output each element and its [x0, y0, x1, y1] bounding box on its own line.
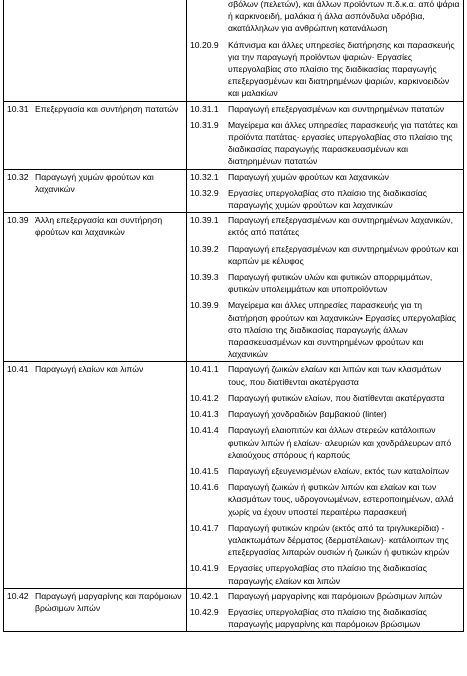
classification-row — [4, 0, 464, 101]
class-code: 10.31 — [7, 103, 29, 114]
subclass-code: 10.31.9 — [190, 119, 219, 130]
subclass-entry — [190, 424, 460, 461]
subclass-label: Παραγωγή επεξεργασμένων και συντηρημένων φρούτων και καρπών με κέλυφος — [228, 243, 459, 266]
subclass-label: Παραγωγή φυτικών ελαίων, που διατίθενται ακατέργαστα — [228, 392, 445, 403]
class-entry — [7, 590, 183, 614]
classification-row — [4, 362, 464, 588]
subclass-code: 10.31.1 — [190, 103, 219, 114]
subclass-code: 10.41.6 — [190, 482, 219, 493]
class-label: Επεξεργασία και συντήρηση πατατών — [35, 103, 179, 114]
subclass-label: Μαγείρεμα και άλλες υπηρεσίες παρασκευής για τη διατήρηση φρούτων και λαχανικών• Εργασίες υπεργολαβίας στο πλαίσιο της διαδικασίας παραγωγής άλλων παρασκευασμένων και συντηρημένων φρούτων και λαχανικών — [228, 300, 457, 360]
subclass-label: Παραγωγή ζωικών ελαίων και λιπών και των κλασμάτων τους, που διατίθενται ακατέργαστα — [228, 364, 442, 387]
class-entry — [7, 214, 183, 238]
subclass-entry — [190, 408, 460, 420]
class-label: Παραγωγή μαργαρίνης και παρόμοιων βρώσιμων λιπών — [35, 590, 182, 613]
class-entry — [7, 363, 183, 375]
subclass-entry — [190, 522, 460, 559]
class-cell — [4, 0, 187, 101]
subclass-cell — [187, 213, 464, 362]
subclass-entry — [190, 187, 460, 211]
subclass-label: Εργασίες υπεργολαβίας στο πλαίσιο της διαδικασίας παραγωγής χυμών φρούτων και λαχανικών — [228, 187, 427, 211]
subclass-entry — [190, 0, 460, 35]
subclass-entry — [190, 103, 460, 115]
class-cell — [4, 588, 187, 632]
subclass-entry — [190, 119, 460, 168]
subclass-cell — [187, 101, 464, 169]
classification-table-body — [4, 0, 464, 632]
class-cell — [4, 169, 187, 213]
subclass-entry — [190, 465, 460, 477]
class-cell — [4, 362, 187, 588]
classification-row — [4, 213, 464, 362]
class-label: Παραγωγή ελαίων και λιπών — [35, 364, 144, 375]
subclass-entry — [190, 299, 460, 360]
subclass-cell — [187, 169, 464, 213]
subclass-label: Μαγείρεμα και άλλες υπηρεσίες παρασκευής για πατάτες και προϊόντα πατάτας· εργασίες υπεργολαβίας στο πλαίσιο της διαδικασίας παραγωγής παρασκευασμένων και διατηρημένων πατατών — [228, 119, 458, 167]
subclass-entry — [190, 606, 460, 630]
class-label: Παραγωγή χυμών φρούτων και λαχανικών — [35, 171, 154, 194]
subclass-label: Παραγωγή χυμών φρούτων και λαχανικών — [228, 171, 389, 182]
subclass-cell — [187, 588, 464, 632]
subclass-code: 10.32.9 — [190, 187, 219, 198]
subclass-entry — [190, 39, 460, 100]
subclass-entry — [190, 363, 460, 387]
subclass-label: Παραγωγή φυτικών υλών και φυτικών απορριμμάτων, φυτικών υπολειμμάτων και υποπροϊόντων — [228, 272, 433, 295]
subclass-cell — [187, 362, 464, 588]
subclass-label: Παραγωγή μαργαρίνης και παρόμοιων βρώσιμων λιπών — [228, 590, 443, 601]
subclass-label: Εργασίες υπεργολαβίας στο πλαίσιο της διαδικασίας παραγωγής ελαίων και λιπών — [228, 563, 427, 586]
subclass-label: Παραγωγή ελαιοπιτών και άλλων στερεών κατάλοιπων φυτικών λιπών ή ελαίων· αλευριών και χονδράλευρων από ελαιούχους σπόρους ή καρπούς — [228, 425, 452, 460]
subclass-label: Παραγωγή επεξεργασμένων και συντηρημένων πατατών — [228, 103, 445, 114]
subclass-code: 10.39.9 — [190, 300, 219, 311]
subclass-entry — [190, 243, 460, 267]
class-label: Άλλη επεξεργασία και συντήρηση φρούτων και λαχανικών — [35, 215, 163, 238]
classification-row — [4, 588, 464, 632]
subclass-label: Κάπνισμα και άλλες υπηρεσίες διατήρησης και παρασκευής για την παραγωγή προϊόντων ψαριών· Εργασίες υπεργολαβίας στο πλαίσιο της διαδικασίας παραγωγής επεξεργασμένων και διατηρημένων ψαριών, καρκινοειδών και μαλακίων — [228, 39, 455, 99]
subclass-label: Εργασίες υπεργολαβίας στο πλαίσιο της διαδικασίας παραγωγής μαργαρίνης και παρόμοιων βρώσιμων — [228, 606, 427, 630]
class-cell — [4, 213, 187, 362]
subclass-label: σβόλων (πελετών), και άλλων προϊόντων π.δ.κ.α. από ψάρια ή καρκινοειδή, μαλάκια ή άλλα ασπόνδυλα υδρόβια, ακατάλληλων για ανθρώπινη κατανάλωση — [228, 0, 460, 34]
class-entry — [7, 103, 183, 115]
class-code: 10.39 — [7, 215, 29, 226]
subclass-code: 10.42.9 — [190, 606, 219, 617]
subclass-code: 10.32.1 — [190, 171, 219, 182]
subclass-entry — [190, 392, 460, 404]
subclass-label: Παραγωγή χονδραδιών βαμβακιού (linter) — [228, 409, 387, 420]
subclass-entry — [190, 171, 460, 183]
classification-table — [3, 0, 464, 632]
class-code: 10.32 — [7, 171, 29, 182]
subclass-code: 10.39.2 — [190, 243, 219, 254]
subclass-label: Παραγωγή ζωικών ή φυτικών λιπών και ελαίων και των κλασμάτων τους, υδρογονωμένων, εστεροποιημένων, αλλά χωρίς να έχουν υποστεί περαιτέρω παρασκευή — [228, 482, 454, 517]
classification-row — [4, 169, 464, 213]
subclass-entry — [190, 271, 460, 295]
subclass-label: Παραγωγή επεξεργασμένων και συντηρημένων λαχανικών, εκτός από πατάτες — [228, 215, 453, 238]
subclass-entry — [190, 481, 460, 518]
subclass-code: 10.42.1 — [190, 590, 219, 601]
subclass-code: 10.41.4 — [190, 425, 219, 436]
class-code: 10.42 — [7, 590, 29, 601]
subclass-code: 10.41.2 — [190, 392, 219, 403]
subclass-label: Παραγωγή φυτικών κηρών (εκτός από τα τριγλυκερίδια) - γαλακτωμάτων δέρματος (δερματέλαιων)· κατάλοιπων της επεξεργασίας λιπαρών ουσιών ή ζωικών ή φυτικών κηρών — [228, 522, 450, 558]
subclass-code: 10.41.3 — [190, 409, 219, 420]
classification-row — [4, 101, 464, 169]
subclass-code: 10.39.1 — [190, 215, 219, 226]
subclass-code: 10.41.9 — [190, 563, 219, 574]
subclass-label: Παραγωγή εξευγενισμένων ελαίων, εκτός των καταλοίπων — [228, 465, 450, 476]
class-code: 10.41 — [7, 364, 29, 375]
class-entry — [7, 171, 183, 195]
subclass-entry — [190, 562, 460, 586]
subclass-code: 10.41.7 — [190, 522, 219, 533]
class-cell — [4, 101, 187, 169]
subclass-code: 10.41.5 — [190, 465, 219, 476]
subclass-code: 10.41.1 — [190, 364, 219, 375]
subclass-cell — [187, 0, 464, 101]
subclass-entry — [190, 590, 460, 602]
subclass-code: 10.20.9 — [190, 39, 219, 50]
subclass-code: 10.39.3 — [190, 272, 219, 283]
subclass-entry — [190, 214, 460, 238]
